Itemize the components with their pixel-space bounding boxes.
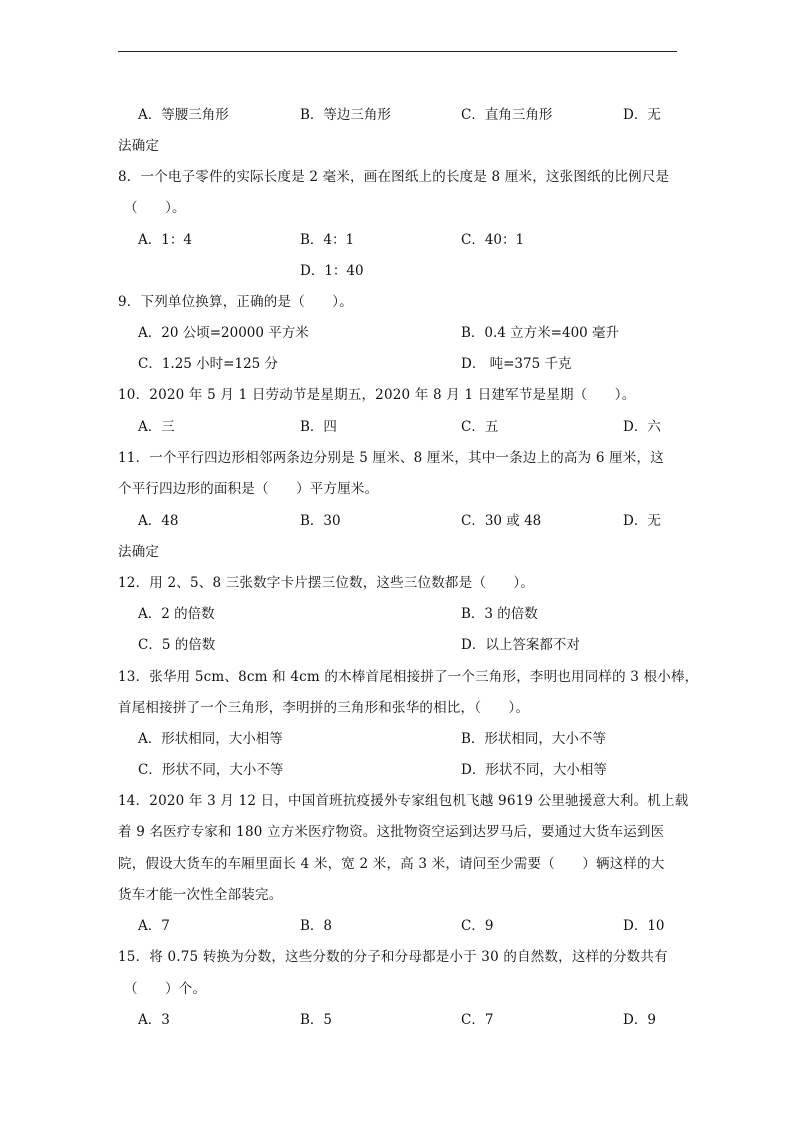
q10-option-d[interactable]: D．六 (623, 419, 661, 435)
q7-option-a[interactable]: A．等腰三角形 (138, 107, 229, 123)
q7-option-c[interactable]: C．直角三角形 (461, 107, 553, 123)
q14-option-d[interactable]: D．10 (623, 918, 665, 934)
q11-option-c[interactable]: C．30 或 48 (461, 513, 542, 529)
q11-option-d-wrap: 法确定 (118, 544, 160, 560)
q14-option-c[interactable]: C．9 (461, 918, 494, 934)
q13-stem-line-1: 13．张华用 5cm、8cm 和 4cm 的木棒首尾相接拼了一个三角形，李明也用同样的 3 根小棒， (118, 669, 699, 685)
q12-option-a[interactable]: A．2 的倍数 (138, 606, 215, 622)
q12-option-d[interactable]: D．以上答案都不对 (461, 637, 580, 653)
q10-option-a[interactable]: A．三 (138, 419, 175, 435)
q8-option-b[interactable]: B．4：1 (300, 232, 355, 248)
q8-stem-line-2: （ ）。 (124, 200, 186, 216)
q11-stem-line-2: 个平行四边形的面积是（ ）平方厘米。 (118, 481, 379, 497)
q12-stem-line-1: 12．用 2、5、8 三张数字卡片摆三位数，这些三位数都是（ ）。 (118, 575, 535, 591)
q11-option-a[interactable]: A．48 (138, 513, 179, 529)
q14-stem-line-1: 14．2020 年 3 月 12 日，中国首班抗疫援外专家组包机飞越 9619 公里驰援意大利。机上载 (118, 793, 689, 809)
q15-option-d[interactable]: D．9 (623, 1012, 656, 1028)
q9-option-b[interactable]: B．0.4 立方米=400 毫升 (461, 325, 620, 341)
q8-option-d[interactable]: D．1：40 (300, 263, 364, 279)
q7-option-b[interactable]: B．等边三角形 (300, 107, 391, 123)
q15-option-b[interactable]: B．5 (300, 1012, 333, 1028)
q11-option-d[interactable]: D．无 (623, 513, 661, 529)
q15-option-a[interactable]: A．3 (138, 1012, 170, 1028)
q8-stem-line-1: 8．一个电子零件的实际长度是 2 毫米，画在图纸上的长度是 8 厘米，这张图纸的比例尺是 (118, 169, 670, 185)
q10-option-b[interactable]: B．四 (300, 419, 337, 435)
q10-stem-line-1: 10．2020 年 5 月 1 日劳动节是星期五，2020 年 8 月 1 日建军节是星期（ ）。 (118, 387, 636, 403)
q8-option-a[interactable]: A．1：4 (138, 232, 192, 248)
q7-option-d[interactable]: D．无 (623, 107, 661, 123)
q13-option-b[interactable]: B．形状相同，大小不等 (461, 731, 606, 747)
q15-option-c[interactable]: C．7 (461, 1012, 494, 1028)
q14-stem-line-2: 着 9 名医疗专家和 180 立方米医疗物资。这批物资空运到达罗马后，要通过大货车运到医 (118, 824, 665, 840)
q11-stem-line-1: 11．一个平行四边形相邻两条边分别是 5 厘米、8 厘米，其中一条边上的高为 6 厘米，这 (118, 450, 664, 466)
q9-option-a[interactable]: A．20 公顷=20000 平方米 (138, 325, 309, 341)
q13-stem-line-2: 首尾相接拼了一个三角形，李明拼的三角形和张华的相比，（ ）。 (118, 700, 530, 716)
q14-option-a[interactable]: A．7 (138, 918, 170, 934)
q7-option-d-wrap: 法确定 (118, 138, 160, 154)
q14-option-b[interactable]: B．8 (300, 918, 333, 934)
q13-option-a[interactable]: A．形状相同，大小相等 (138, 731, 283, 747)
q13-option-d[interactable]: D．形状不同，大小相等 (461, 762, 607, 778)
q10-option-c[interactable]: C．五 (461, 419, 499, 435)
q14-stem-line-4: 货车才能一次性全部装完。 (118, 887, 283, 903)
q13-option-c[interactable]: C．形状不同，大小不等 (138, 762, 284, 778)
q8-option-c[interactable]: C．40：1 (461, 232, 525, 248)
q9-option-d[interactable]: D． 吨=375 千克 (461, 356, 572, 372)
q12-option-c[interactable]: C．5 的倍数 (138, 637, 216, 653)
q14-stem-line-3: 院，假设大货车的车厢里面长 4 米，宽 2 米，高 3 米，请问至少需要（ ）辆这样的大 (118, 856, 665, 872)
q15-stem-line-2: （ ）个。 (124, 981, 207, 997)
header-rule (118, 51, 677, 52)
q12-option-b[interactable]: B．3 的倍数 (461, 606, 538, 622)
q9-stem-line-1: 9．下列单位换算，正确的是（ ）。 (118, 294, 353, 310)
q9-option-c[interactable]: C．1.25 小时=125 分 (138, 356, 279, 372)
q11-option-b[interactable]: B．30 (300, 513, 341, 529)
q15-stem-line-1: 15．将 0.75 转换为分数，这些分数的分子和分母都是小于 30 的自然数，这样的分数共有 (118, 949, 668, 965)
